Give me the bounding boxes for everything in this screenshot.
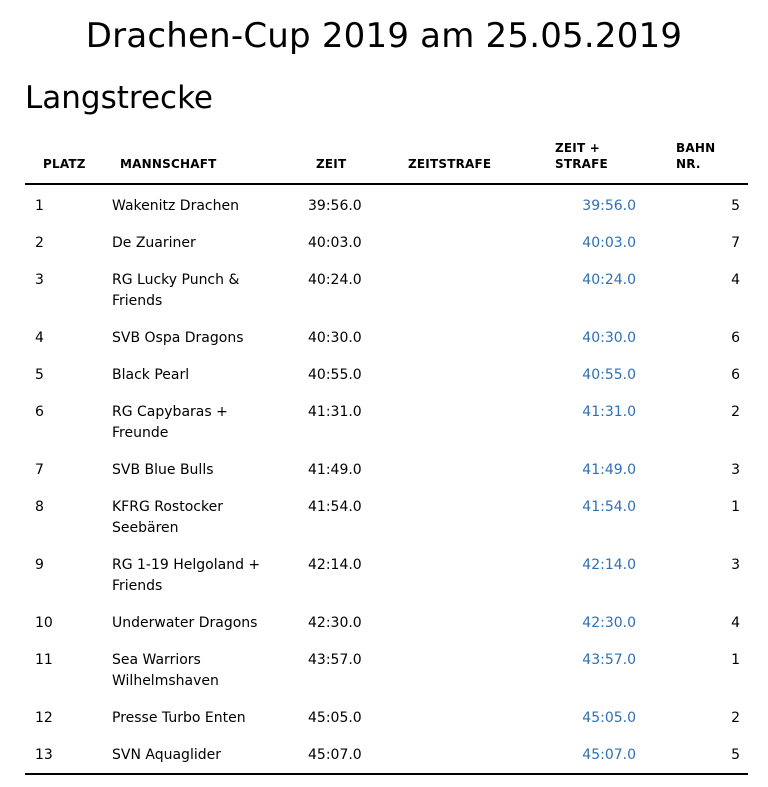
cell-zeit-plus-strafe [540,319,650,356]
cell-platz: 12 [35,710,53,726]
cell-platz: 7 [35,462,44,478]
cell-bahn-nr: 4 [731,272,740,288]
total-time-link[interactable]: 42:14.0 [582,557,636,573]
cell-mannschaft [112,604,292,641]
team-name-line2: Friends [112,293,163,309]
cell-bahn-nr: 3 [731,462,740,478]
team-name-line1: Presse Turbo Enten [112,710,246,726]
cell-zeitstrafe [390,319,540,356]
cell-platz: 4 [35,330,44,346]
header-bahn-line2: NR. [676,157,701,171]
results-table [25,140,748,775]
total-time-link[interactable]: 41:49.0 [582,462,636,478]
team-name-line1: Underwater Dragons [112,615,258,631]
header-zeitstrafe[interactable]: ZEITSTRAFE [390,140,540,184]
cell-zeit-plus-strafe [540,356,650,393]
cell-bahn-nr: 7 [731,235,740,251]
total-time-link[interactable]: 42:30.0 [582,615,636,631]
cell-platz: 2 [35,235,44,251]
cell-bahn-nr: 5 [650,736,748,774]
table-row [25,736,748,774]
cell-zeitstrafe [390,261,540,319]
total-time-link[interactable]: 45:07.0 [582,747,636,763]
cell-bahn-nr: 3 [731,557,740,573]
team-name-line2: Friends [112,578,163,594]
cell-zeit-plus-strafe [540,488,650,546]
cell-zeit: 41:31.0 [308,404,362,420]
cell-zeit-plus-strafe [540,261,650,319]
cell-platz: 3 [35,272,44,288]
cell-platz: 13 [25,736,120,774]
section-title: Langstrecke [25,80,213,116]
cell-zeitstrafe [390,699,540,736]
cell-zeit-plus-strafe [540,546,650,604]
total-time-link[interactable]: 39:56.0 [582,198,636,214]
cell-zeit-plus-strafe [540,604,650,641]
total-time-link[interactable]: 41:54.0 [582,499,636,515]
cell-zeit: 41:49.0 [308,462,362,478]
cell-platz: 8 [35,499,44,515]
table-row [25,641,748,699]
header-row [25,140,748,184]
cell-platz: 6 [35,404,44,420]
cell-zeitstrafe [390,604,540,641]
total-time-link[interactable]: 40:24.0 [582,272,636,288]
cell-mannschaft [112,184,292,224]
team-name-line1: Black Pearl [112,367,190,383]
team-name-line1: RG Capybaras + [112,404,228,420]
cell-zeit: 40:24.0 [308,272,362,288]
team-name-line1: RG Lucky Punch & [112,272,240,288]
total-time-link[interactable]: 40:30.0 [582,330,636,346]
table-row [25,488,748,546]
cell-platz: 10 [35,615,53,631]
cell-mannschaft [112,736,292,774]
cell-zeit-plus-strafe [540,699,650,736]
cell-zeit: 40:30.0 [308,330,362,346]
cell-bahn-nr: 5 [731,198,740,214]
table-row [25,699,748,736]
table-row [25,319,748,356]
total-time-link[interactable]: 45:05.0 [582,710,636,726]
header-platz[interactable]: PLATZ [25,140,120,184]
table-row [25,224,748,261]
cell-bahn-nr: 6 [731,367,740,383]
cell-zeit: 42:14.0 [308,557,362,573]
cell-bahn-nr: 1 [731,499,740,515]
cell-zeitstrafe [390,451,540,488]
cell-mannschaft [112,546,292,604]
team-name-line1: SVB Ospa Dragons [112,330,244,346]
cell-zeitstrafe [390,356,540,393]
cell-zeit-plus-strafe [540,451,650,488]
table-row [25,261,748,319]
total-time-link[interactable]: 41:31.0 [582,404,636,420]
team-name-line1: Wakenitz Drachen [112,198,239,214]
header-zeit-plus-strafe-line2: STRAFE [555,157,608,171]
cell-zeitstrafe [390,393,540,451]
cell-mannschaft [112,319,292,356]
total-time-link[interactable]: 40:03.0 [582,235,636,251]
cell-mannschaft [112,356,292,393]
cell-mannschaft [112,224,292,261]
cell-zeit-plus-strafe [540,736,650,774]
cell-bahn-nr: 1 [731,652,740,668]
team-name-line2: Wilhelmshaven [112,673,219,689]
header-zeit-plus-strafe-line1: ZEIT + [555,141,600,155]
cell-zeit: 41:54.0 [308,499,362,515]
cell-platz: 9 [35,557,44,573]
cell-mannschaft [112,488,292,546]
team-name-line1: RG 1-19 Helgoland + [112,557,261,573]
cell-zeit-plus-strafe [540,224,650,261]
cell-zeit: 42:30.0 [308,615,362,631]
table-row [25,356,748,393]
cell-platz: 1 [35,198,44,214]
results-table-body [25,184,748,774]
header-bahn-line1: BAHN [676,141,716,155]
cell-bahn-nr: 6 [731,330,740,346]
cell-platz: 5 [35,367,44,383]
table-row [25,184,748,224]
header-mannschaft[interactable]: MANNSCHAFT [120,140,300,184]
cell-zeitstrafe [390,224,540,261]
cell-mannschaft [112,393,292,451]
cell-zeit: 39:56.0 [308,198,362,214]
cell-zeit-plus-strafe [540,184,650,224]
header-bahn-nr[interactable] [650,140,748,184]
team-name-line1: Sea Warriors [112,652,201,668]
team-name-line1: De Zuariner [112,235,196,251]
cell-zeitstrafe [390,184,540,224]
cell-zeit: 45:07.0 [300,736,390,774]
cell-mannschaft [112,261,292,319]
team-name-line1: SVN Aquaglider [112,747,221,763]
cell-zeit-plus-strafe [540,641,650,699]
cell-bahn-nr: 2 [731,710,740,726]
cell-zeitstrafe [390,736,540,774]
total-time-link[interactable]: 43:57.0 [582,652,636,668]
team-name-line1: SVB Blue Bulls [112,462,214,478]
cell-bahn-nr: 2 [731,404,740,420]
team-name-line2: Freunde [112,425,169,441]
cell-zeit: 40:55.0 [308,367,362,383]
table-row [25,393,748,451]
cell-zeit: 43:57.0 [308,652,362,668]
cell-mannschaft [112,699,292,736]
header-zeit[interactable]: ZEIT [300,140,390,184]
page-title: Drachen-Cup 2019 am 25.05.2019 [85,16,683,56]
results-table-header [25,140,748,184]
cell-platz: 11 [35,652,53,668]
cell-mannschaft [112,641,292,699]
team-name-line1: KFRG Rostocker [112,499,223,515]
cell-bahn-nr: 4 [731,615,740,631]
cell-mannschaft [112,451,292,488]
table-row [25,451,748,488]
cell-zeitstrafe [390,641,540,699]
cell-zeitstrafe [390,546,540,604]
cell-zeit-plus-strafe [540,393,650,451]
cell-zeit: 40:03.0 [308,235,362,251]
table-row [25,546,748,604]
cell-zeit: 45:05.0 [308,710,362,726]
header-zeit-plus-strafe[interactable] [540,140,650,184]
total-time-link[interactable]: 40:55.0 [582,367,636,383]
cell-zeitstrafe [390,488,540,546]
team-name-line2: Seebären [112,520,179,536]
table-row [25,604,748,641]
